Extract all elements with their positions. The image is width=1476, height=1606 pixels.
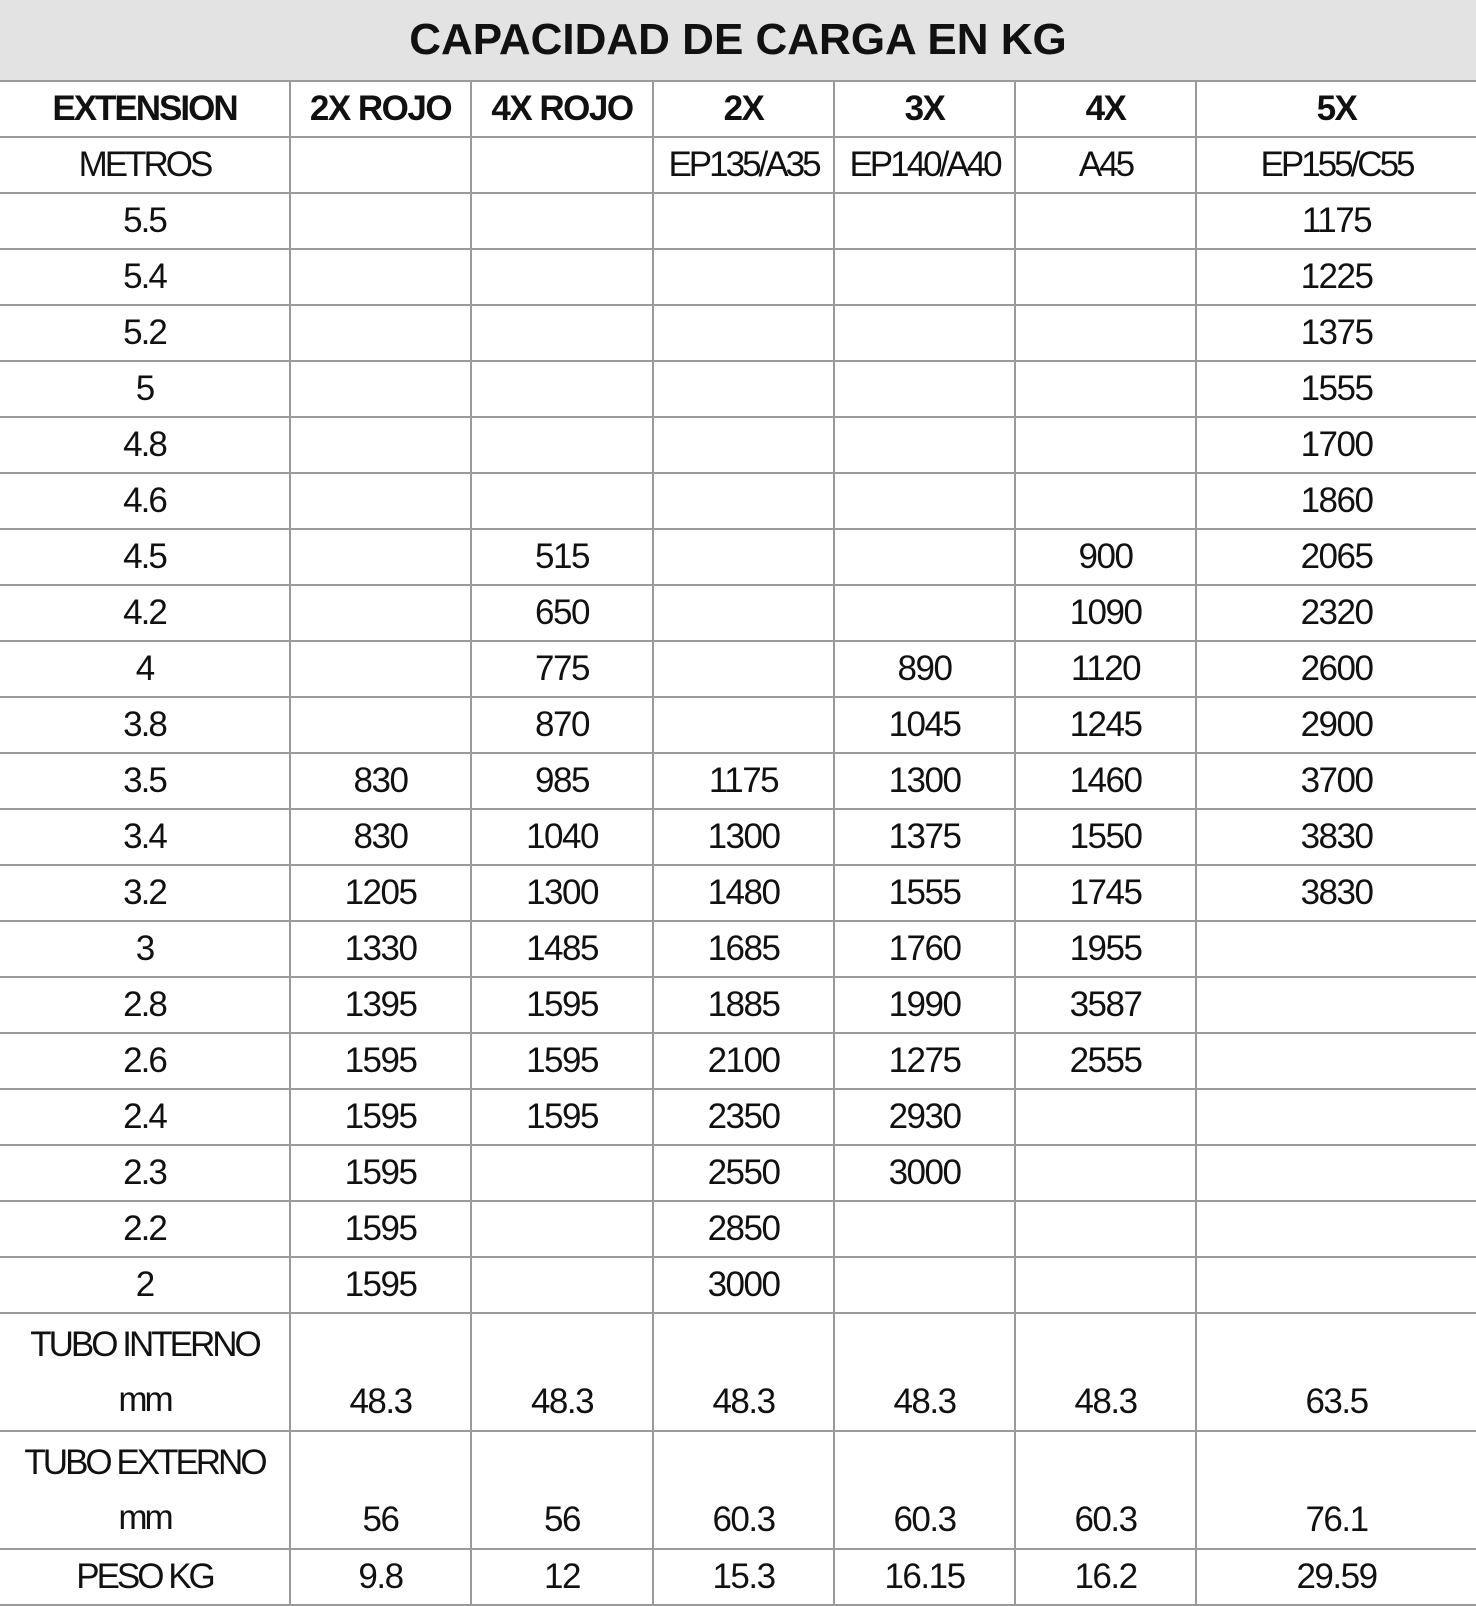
- extension-cell: 5.5: [0, 193, 290, 249]
- extension-cell: 3.5: [0, 753, 290, 809]
- extension-cell: 2.6: [0, 1033, 290, 1089]
- tubo-interno-row: [0, 1313, 1476, 1431]
- capacity-cell: [653, 473, 834, 529]
- capacity-cell: 1955: [1015, 921, 1196, 977]
- unit-label: mm: [118, 1380, 171, 1419]
- capacity-cell: [653, 193, 834, 249]
- capacity-cell: 1375: [1196, 305, 1476, 361]
- row-label: TUBO INTERNO: [30, 1325, 259, 1364]
- extension-cell: 3.4: [0, 809, 290, 865]
- diameter-cell: 60.3: [834, 1431, 1015, 1549]
- capacity-cell: [1196, 1089, 1476, 1145]
- capacity-cell: [834, 305, 1015, 361]
- capacity-cell: 3000: [834, 1145, 1015, 1201]
- capacity-cell: [471, 473, 653, 529]
- capacity-cell: 1885: [653, 977, 834, 1033]
- row-label: TUBO EXTERNO: [24, 1443, 265, 1482]
- capacity-cell: 1745: [1015, 865, 1196, 921]
- capacity-cell: [1015, 361, 1196, 417]
- capacity-cell: 1045: [834, 697, 1015, 753]
- capacity-cell: [290, 417, 471, 473]
- capacity-cell: 1205: [290, 865, 471, 921]
- capacity-cell: [290, 473, 471, 529]
- header-cell: A45: [1015, 137, 1196, 193]
- tubo-interno-row-label: [0, 1313, 290, 1431]
- table-row: [0, 809, 1476, 865]
- capacity-cell: [834, 249, 1015, 305]
- capacity-cell: [471, 193, 653, 249]
- header-row-model: [0, 137, 1476, 193]
- capacity-cell: 985: [471, 753, 653, 809]
- header-cell: 4X ROJO: [471, 82, 653, 137]
- table-row: [0, 529, 1476, 585]
- header-cell: [290, 137, 471, 193]
- extension-cell: 5: [0, 361, 290, 417]
- capacity-cell: [834, 529, 1015, 585]
- capacity-cell: 830: [290, 809, 471, 865]
- capacity-cell: 1595: [290, 1257, 471, 1313]
- header-cell: EP140/A40: [834, 137, 1015, 193]
- capacity-cell: [290, 641, 471, 697]
- capacity-cell: 650: [471, 585, 653, 641]
- capacity-cell: 1175: [653, 753, 834, 809]
- capacity-cell: 1550: [1015, 809, 1196, 865]
- capacity-cell: 1485: [471, 921, 653, 977]
- capacity-cell: [1015, 1201, 1196, 1257]
- capacity-cell: 1595: [290, 1089, 471, 1145]
- capacity-cell: [1196, 1201, 1476, 1257]
- diameter-cell: 48.3: [1015, 1313, 1196, 1431]
- table-row: [0, 305, 1476, 361]
- capacity-cell: 1225: [1196, 249, 1476, 305]
- capacity-cell: [1015, 305, 1196, 361]
- capacity-cell: [834, 473, 1015, 529]
- capacity-cell: 515: [471, 529, 653, 585]
- capacity-cell: [834, 417, 1015, 473]
- capacity-cell: 900: [1015, 529, 1196, 585]
- extension-cell: 3.2: [0, 865, 290, 921]
- capacity-cell: [1015, 1089, 1196, 1145]
- table-row: [0, 1145, 1476, 1201]
- extension-cell: 2.4: [0, 1089, 290, 1145]
- weight-cell: 29.59: [1196, 1549, 1476, 1605]
- extension-cell: 4.6: [0, 473, 290, 529]
- capacity-cell: 1990: [834, 977, 1015, 1033]
- weight-cell: 16.2: [1015, 1549, 1196, 1605]
- capacity-cell: [471, 1257, 653, 1313]
- capacity-cell: 1555: [834, 865, 1015, 921]
- header-cell: 3X: [834, 82, 1015, 137]
- capacity-cell: [1196, 921, 1476, 977]
- capacity-cell: [1015, 473, 1196, 529]
- capacity-cell: 1245: [1015, 697, 1196, 753]
- tubo-externo-row: [0, 1431, 1476, 1549]
- capacity-cell: 1760: [834, 921, 1015, 977]
- capacity-cell: 3830: [1196, 865, 1476, 921]
- diameter-cell: 56: [290, 1431, 471, 1549]
- table-row: [0, 1257, 1476, 1313]
- capacity-cell: 1595: [471, 1033, 653, 1089]
- extension-cell: 3: [0, 921, 290, 977]
- header-cell: 2X: [653, 82, 834, 137]
- load-capacity-table: [0, 82, 1476, 1606]
- diameter-cell: 48.3: [834, 1313, 1015, 1431]
- capacity-cell: 1480: [653, 865, 834, 921]
- capacity-cell: 3000: [653, 1257, 834, 1313]
- extension-cell: 4.5: [0, 529, 290, 585]
- header-cell: [471, 137, 653, 193]
- capacity-cell: [290, 585, 471, 641]
- capacity-cell: [834, 193, 1015, 249]
- capacity-cell: 1120: [1015, 641, 1196, 697]
- weight-cell: 9.8: [290, 1549, 471, 1605]
- tubo-externo-row-label: [0, 1431, 290, 1549]
- capacity-cell: 1595: [471, 1089, 653, 1145]
- table-row: [0, 865, 1476, 921]
- table-row: [0, 1089, 1476, 1145]
- capacity-cell: 1175: [1196, 193, 1476, 249]
- capacity-cell: [653, 361, 834, 417]
- extension-cell: 2.2: [0, 1201, 290, 1257]
- capacity-cell: [471, 361, 653, 417]
- capacity-cell: [653, 305, 834, 361]
- table-row: [0, 249, 1476, 305]
- capacity-cell: 1300: [471, 865, 653, 921]
- header-cell: 2X ROJO: [290, 82, 471, 137]
- table-row: [0, 753, 1476, 809]
- capacity-cell: [653, 641, 834, 697]
- capacity-cell: 1375: [834, 809, 1015, 865]
- capacity-cell: [653, 529, 834, 585]
- capacity-cell: [1196, 1145, 1476, 1201]
- capacity-cell: 2555: [1015, 1033, 1196, 1089]
- header-cell: 4X: [1015, 82, 1196, 137]
- peso-label: PESO KG: [0, 1549, 290, 1605]
- capacity-cell: [471, 249, 653, 305]
- capacity-cell: 1330: [290, 921, 471, 977]
- capacity-cell: 1460: [1015, 753, 1196, 809]
- capacity-cell: 1555: [1196, 361, 1476, 417]
- table-row: [0, 473, 1476, 529]
- capacity-cell: 2600: [1196, 641, 1476, 697]
- capacity-cell: [834, 1201, 1015, 1257]
- diameter-cell: 76.1: [1196, 1431, 1476, 1549]
- extension-cell: 5.4: [0, 249, 290, 305]
- capacity-cell: [653, 249, 834, 305]
- capacity-cell: 1040: [471, 809, 653, 865]
- table-row: [0, 193, 1476, 249]
- header-cell: EXTENSION: [0, 82, 290, 137]
- capacity-cell: 775: [471, 641, 653, 697]
- extension-cell: 2: [0, 1257, 290, 1313]
- header-cell: 5X: [1196, 82, 1476, 137]
- capacity-cell: [1015, 249, 1196, 305]
- capacity-cell: [1015, 1145, 1196, 1201]
- capacity-cell: 1860: [1196, 473, 1476, 529]
- capacity-cell: [290, 361, 471, 417]
- table-row: [0, 697, 1476, 753]
- diameter-cell: 48.3: [471, 1313, 653, 1431]
- capacity-cell: 1595: [290, 1033, 471, 1089]
- diameter-cell: 63.5: [1196, 1313, 1476, 1431]
- capacity-cell: 2930: [834, 1089, 1015, 1145]
- capacity-cell: [1196, 1033, 1476, 1089]
- diameter-cell: 48.3: [290, 1313, 471, 1431]
- capacity-cell: 1300: [834, 753, 1015, 809]
- capacity-cell: [1015, 193, 1196, 249]
- capacity-cell: [1015, 417, 1196, 473]
- extension-cell: 2.3: [0, 1145, 290, 1201]
- capacity-cell: 1300: [653, 809, 834, 865]
- capacity-cell: 2350: [653, 1089, 834, 1145]
- extension-cell: 4.8: [0, 417, 290, 473]
- capacity-cell: 1685: [653, 921, 834, 977]
- capacity-cell: [1196, 1257, 1476, 1313]
- table-row: [0, 1033, 1476, 1089]
- capacity-cell: [834, 585, 1015, 641]
- capacity-cell: [290, 697, 471, 753]
- extension-cell: 4.2: [0, 585, 290, 641]
- table-row: [0, 585, 1476, 641]
- capacity-cell: 2100: [653, 1033, 834, 1089]
- weight-cell: 15.3: [653, 1549, 834, 1605]
- diameter-cell: 60.3: [1015, 1431, 1196, 1549]
- table-row: [0, 641, 1476, 697]
- capacity-cell: 2850: [653, 1201, 834, 1257]
- capacity-cell: [471, 417, 653, 473]
- capacity-cell: 1395: [290, 977, 471, 1033]
- title-bar: [0, 0, 1476, 82]
- extension-cell: 5.2: [0, 305, 290, 361]
- capacity-cell: [290, 249, 471, 305]
- capacity-cell: [834, 361, 1015, 417]
- capacity-cell: 2900: [1196, 697, 1476, 753]
- table-row: [0, 921, 1476, 977]
- capacity-cell: [471, 1201, 653, 1257]
- capacity-cell: 2065: [1196, 529, 1476, 585]
- table-row: [0, 417, 1476, 473]
- capacity-cell: [653, 697, 834, 753]
- unit-label: mm: [118, 1498, 171, 1537]
- extension-cell: 2.8: [0, 977, 290, 1033]
- diameter-cell: 56: [471, 1431, 653, 1549]
- header-cell: EP155/C55: [1196, 137, 1476, 193]
- weight-cell: 12: [471, 1549, 653, 1605]
- capacity-cell: 2550: [653, 1145, 834, 1201]
- table-row: [0, 361, 1476, 417]
- header-cell: METROS: [0, 137, 290, 193]
- capacity-cell: [290, 193, 471, 249]
- extension-cell: 3.8: [0, 697, 290, 753]
- capacity-cell: 3700: [1196, 753, 1476, 809]
- capacity-cell: 1090: [1015, 585, 1196, 641]
- capacity-cell: 1700: [1196, 417, 1476, 473]
- header-row-type: [0, 82, 1476, 137]
- capacity-cell: 3587: [1015, 977, 1196, 1033]
- capacity-cell: [1015, 1257, 1196, 1313]
- capacity-cell: [471, 1145, 653, 1201]
- capacity-cell: [290, 529, 471, 585]
- capacity-cell: 2320: [1196, 585, 1476, 641]
- capacity-cell: [653, 417, 834, 473]
- capacity-cell: 890: [834, 641, 1015, 697]
- capacity-cell: 1275: [834, 1033, 1015, 1089]
- capacity-cell: 1595: [290, 1201, 471, 1257]
- capacity-cell: [834, 1257, 1015, 1313]
- capacity-cell: 3830: [1196, 809, 1476, 865]
- capacity-cell: [1196, 977, 1476, 1033]
- capacity-cell: [290, 305, 471, 361]
- peso-row: [0, 1549, 1476, 1605]
- diameter-cell: 60.3: [653, 1431, 834, 1549]
- capacity-cell: 870: [471, 697, 653, 753]
- extension-cell: 4: [0, 641, 290, 697]
- capacity-cell: [653, 585, 834, 641]
- table-title: CAPACIDAD DE CARGA EN KG: [409, 15, 1067, 64]
- capacity-cell: 830: [290, 753, 471, 809]
- weight-cell: 16.15: [834, 1549, 1015, 1605]
- diameter-cell: 48.3: [653, 1313, 834, 1431]
- capacity-cell: 1595: [471, 977, 653, 1033]
- capacity-cell: [471, 305, 653, 361]
- header-cell: EP135/A35: [653, 137, 834, 193]
- table-row: [0, 1201, 1476, 1257]
- capacity-cell: 1595: [290, 1145, 471, 1201]
- table-row: [0, 977, 1476, 1033]
